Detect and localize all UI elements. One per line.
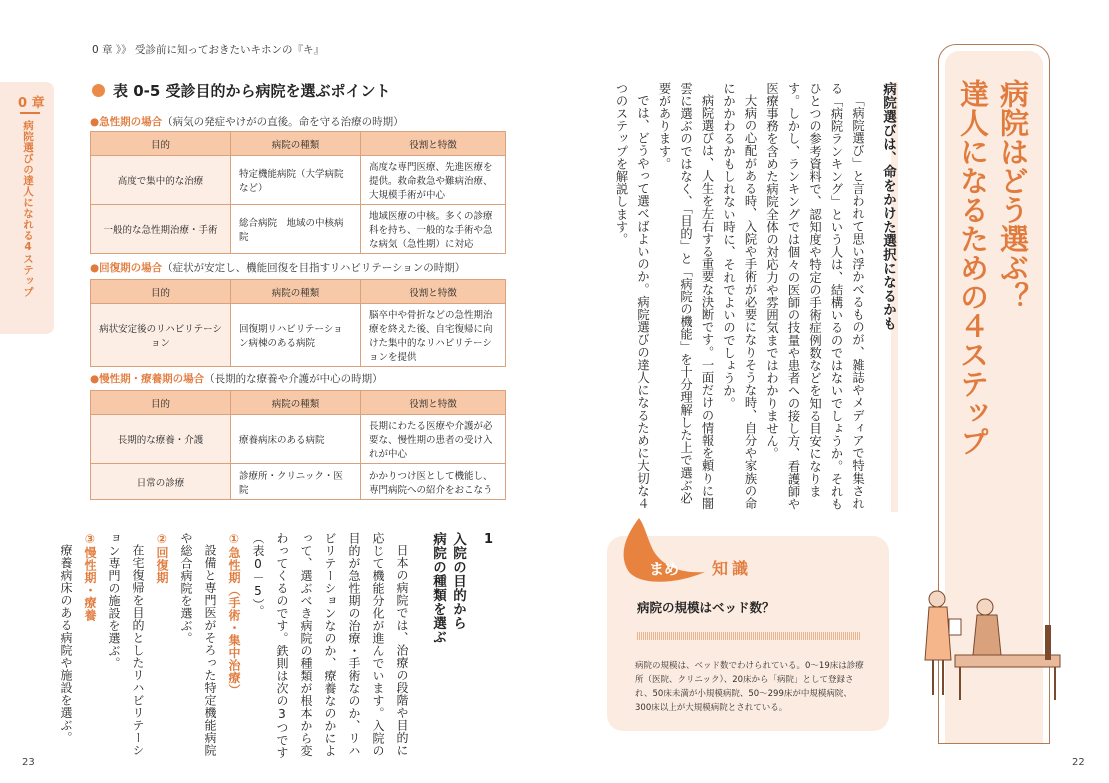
section-label-acute	[90, 114, 404, 129]
col-header: 役割と特徴	[361, 391, 506, 415]
cell: 特定機能病院（大学病院など）	[231, 156, 361, 205]
section-name: ●慢性期・療養期の場合	[90, 373, 205, 385]
col-header: 病院の種類	[231, 280, 361, 304]
cell: 総合病院 地域の中核病院	[231, 205, 361, 254]
chapter-number: 0 章	[18, 96, 45, 111]
cell: 地域医療の中核。多くの診療科を持ち、一般的な手術や急な病気（急性期）に対応	[361, 205, 506, 254]
dotted-divider	[637, 632, 861, 640]
table-recovery	[90, 279, 506, 367]
section-label-recovery	[90, 260, 465, 275]
table-row	[91, 156, 506, 205]
section-number: 1	[481, 532, 496, 548]
divider	[20, 112, 40, 114]
bullet-icon	[92, 84, 105, 97]
cell: 高度で集中的な治療	[91, 156, 231, 205]
cell: 療養病床のある病院	[231, 415, 361, 464]
cell: 一般的な急性期治療・手術	[91, 205, 231, 254]
chapter-tab	[0, 82, 54, 334]
article-heading: 病院選びは、命をかけた選択になるかも	[874, 82, 899, 512]
cell: 高度な専門医療、先進医療を提供。救命救急や難病治療、大規模手術が中心	[361, 156, 506, 205]
cell: 回復期リハビリテーション病棟のある病院	[231, 304, 361, 367]
cell: かかりつけ医として機能し、専門病院への紹介をおこなう	[361, 464, 506, 500]
nurse-patient-illustration	[905, 585, 1070, 725]
col-header: 病院の種類	[231, 132, 361, 156]
section-label-chronic	[90, 371, 383, 386]
right-article	[598, 82, 898, 512]
col-header: 目的	[91, 132, 231, 156]
page-number-left: 23	[22, 757, 35, 768]
table-title	[92, 80, 391, 101]
left-article	[59, 532, 500, 760]
col-header: 役割と特徴	[361, 132, 506, 156]
cell: 病状安定後のリハビリテーション	[91, 304, 231, 367]
col-header: 目的	[91, 280, 231, 304]
cell: 長期的な療養・介護	[91, 415, 231, 464]
section-note: （症状が安定し、機能回復を目指すリハビリテーションの時期）	[162, 262, 466, 274]
breadcrumb: 0 章 》》 受診前に知っておきたいキホンの『キ』	[92, 44, 324, 56]
heading-line: 病院の種類を選ぶ	[430, 532, 446, 644]
paragraph: 在宅復帰を目的としたリハビリテーション専門の施設を選ぶ。	[107, 532, 145, 757]
section-note: （長期的な療養や介護が中心の時期）	[204, 373, 383, 385]
table-row	[91, 205, 506, 254]
list-label: ②回復期	[155, 532, 169, 584]
paragraph: 病院選びは、人生を左右する重要な決断です。一面だけの情報を頼りに闇雲に選ぶのではなく、「目的」と「病院の機能」を十分理解した上で選ぶ必要があります。	[657, 82, 714, 511]
paragraph: 療養病床のある病院や施設を選ぶ。	[59, 544, 73, 744]
paragraph: 日本の病院では、治療の段階や目的に応じて機能分化が進んでいます。入院の目的が急性期の治療・手術なのか、リハビリテーションなのか、療養なのかによって、選ぶべき病院の種類が根本から変わってくるのです。鉄則は次の3つです（表0－5）。	[251, 532, 409, 759]
cell: 日常の診療	[91, 464, 231, 500]
heading-line: 入院の目的から	[450, 532, 466, 630]
chapter-title: 病院選びの達人になれる4ステップ	[22, 120, 34, 298]
table-chronic	[90, 390, 506, 500]
paragraph: 大病の心配がある時、入院や手術が必要になりそうな時、自分や家族の命にかかわるかもしれない時に、それでよいのでしょうか。	[721, 82, 757, 511]
cell: 長期にわたる医療や介護が必要な、慢性期の患者の受け入れが中心	[361, 415, 506, 464]
tip-label-1: まめ	[649, 560, 680, 578]
section-name: ●急性期の場合	[90, 116, 163, 128]
list-label: ③慢性期・療養	[83, 532, 97, 622]
title-line-1: 病院はどう選ぶ？	[996, 79, 1030, 311]
page-number-right: 22	[1072, 757, 1085, 768]
tip-label-2: 知識	[712, 559, 753, 578]
paragraph: では、どうやって選べばよいのか。病院選びの達人になるために大切な４つのステップを解説します。	[614, 82, 650, 511]
col-header: 役割と特徴	[361, 280, 506, 304]
section-note: （病気の発症やけがの直後。命を守る治療の時期）	[162, 116, 404, 128]
tip-question: 病院の規模はベッド数？	[637, 600, 775, 615]
cell: 診療所・クリニック・医院	[231, 464, 361, 500]
paragraph: 「病院選び」と言われて思い浮かべるものが、雑誌やメディアで特集される「病院ランキング」という人は、結構いるのではないでしょうか。それもひとつの参考資料で、認知度や特定の手術症例数などを知る目安になります。しかし、ランキングでは個々の医師の技量や患者への接し方、看護師や医療事務を含めた病院全体の対応力や雰囲気まではわかりません。	[764, 82, 865, 511]
table-row	[91, 415, 506, 464]
section-heading	[428, 532, 468, 760]
title-line-2: 達人になるための４ステップ	[956, 79, 990, 456]
table-row	[91, 464, 506, 500]
table-acute	[90, 131, 506, 254]
section-name: ●回復期の場合	[90, 262, 163, 274]
table-title-text: 表 0-5 受診目的から病院を選ぶポイント	[113, 82, 391, 100]
col-header: 病院の種類	[231, 391, 361, 415]
cell: 脳卒中や骨折などの急性期治療を終えた後、自宅復帰に向けた集中的なリハビリテーションを提供	[361, 304, 506, 367]
paragraph: 設備と専門医がそろった特定機能病院や総合病院を選ぶ。	[179, 532, 217, 757]
table-row	[91, 304, 506, 367]
col-header: 目的	[91, 391, 231, 415]
tip-text: 病院の規模は、ベッド数でわけられている。0～19床は診療所（医院、クリニック）、20床から「病院」として登録され、50床未満が小規模病院、50～299床が中規模病院、300床以上が大規模病院とされている。	[635, 661, 864, 713]
tip-box	[607, 536, 889, 731]
list-label: ①急性期（手術・集中治療）	[227, 532, 241, 697]
